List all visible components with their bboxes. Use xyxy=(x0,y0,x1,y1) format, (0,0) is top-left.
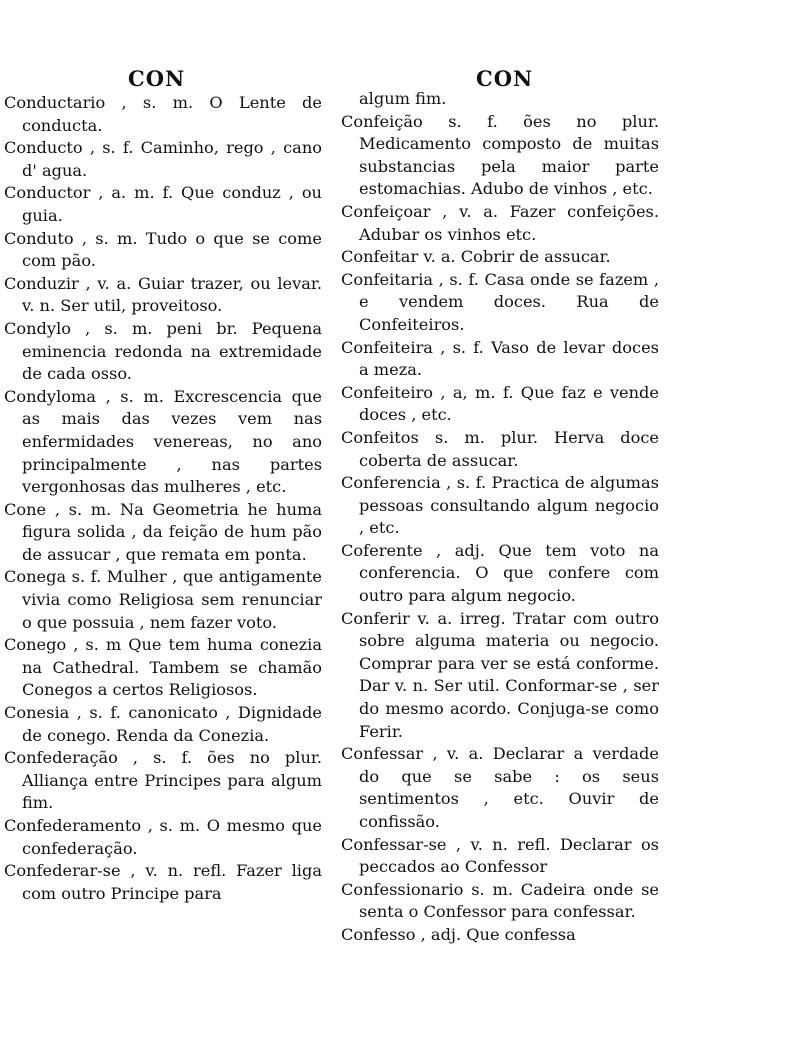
dictionary-entry: Confesso , adj. Que confessa xyxy=(341,924,576,944)
dictionary-entry: Confeiçoar , v. a. Fazer confeições. Adubar os vinhos etc. xyxy=(341,201,659,244)
dictionary-entry: Conductor , a. m. f. Que conduz , ou guia. xyxy=(4,183,322,225)
dictionary-entry: Confederamento , s. m. O mesmo que confederação. xyxy=(4,816,322,858)
dictionary-entry: Conducto , s. f. Caminho, rego , cano d' agua. xyxy=(4,138,322,180)
dictionary-entry: Confederação , s. f. ões no plur. Alliança entre Principes para algum fim. xyxy=(4,748,322,813)
dictionary-entry: Conduzir , v. a. Guiar trazer, ou levar. v. n. Ser util, proveitoso. xyxy=(4,273,322,316)
right-column xyxy=(341,88,659,947)
dictionary-entry: Conega s. f. Mulher , que antigamente vivia como Religiosa sem renunciar o que possuia , nem fazer voto. xyxy=(4,567,322,632)
dictionary-entry: Confeiteira , s. f. Vaso de levar doces a meza. xyxy=(341,337,659,380)
dictionary-entry: Cone , s. m. Na Geometria he huma figura solida , da feição de hum pão de assucar , que remata em ponta. xyxy=(4,499,322,564)
dictionary-entry: Confessar , v. a. Declarar a verdade do que se sabe : os seus sentimentos , etc. Ouvir de confissão. xyxy=(341,744,659,831)
running-header-right: CON xyxy=(476,66,534,91)
running-header-left: CON xyxy=(128,66,186,91)
dictionary-entry: Confeitar v. a. Cobrir de assucar. xyxy=(341,247,611,267)
dictionary-entry: Condylo , s. m. peni br. Pequena eminencia redonda na extremidade de cada osso. xyxy=(4,318,322,384)
dictionary-entry: Confeição s. f. ões no plur. Medicamento composto de muitas substancias pela maior parte estomachias. Adubo de vinhos , etc. xyxy=(341,111,659,199)
dictionary-entry: Conductario , s. m. O Lente de conducta. xyxy=(4,93,322,135)
dictionary-entry: Confessar-se , v. n. refl. Declarar os peccados ao Confessor xyxy=(341,834,659,877)
dictionary-entry: Conesia , s. f. canonicato , Dignidade de conego. Renda da Conezia. xyxy=(4,703,322,745)
dictionary-entry: Conduto , s. m. Tudo o que se come com pão. xyxy=(4,228,322,271)
left-column xyxy=(4,92,322,905)
dictionary-entry: Confeiteiro , a, m. f. Que faz e vende doces , etc. xyxy=(341,382,659,425)
dictionary-entry: Coferente , adj. Que tem voto na conferencia. O que confere com outro para algum negocio. xyxy=(341,540,659,606)
continued-entry: algum fim. xyxy=(359,89,447,108)
dictionary-entry: Confeitaria , s. f. Casa onde se fazem , e vendem doces. Rua de Confeiteiros. xyxy=(341,269,659,334)
dictionary-entry: Confessionario s. m. Cadeira onde se senta o Confessor para confessar. xyxy=(341,879,659,922)
dictionary-entry: Confeitos s. m. plur. Herva doce coberta de assucar. xyxy=(341,427,659,470)
dictionary-entry: Conferencia , s. f. Practica de algumas pessoas consultando algum negocio , etc. xyxy=(341,473,659,538)
dictionary-entry: Conego , s. m Que tem huma conezia na Cathedral. Tambem se chamão Conegos a certos Religiosos. xyxy=(4,635,322,700)
dictionary-entry: Conferir v. a. irreg. Tratar com outro sobre alguma materia ou negocio. Comprar para ver se está conforme. Dar v. n. Ser util. Conformar-se , ser do mesmo acordo. Conjuga-se como Ferir. xyxy=(341,608,659,741)
dictionary-entry: Condyloma , s. m. Excrescencia que as mais das vezes vem nas enfermidades venereas, no ano principalmente , nas partes vergonhosas das mulheres , etc. xyxy=(4,386,322,497)
dictionary-entry: Confederar-se , v. n. refl. Fazer liga com outro Principe para xyxy=(4,861,322,903)
